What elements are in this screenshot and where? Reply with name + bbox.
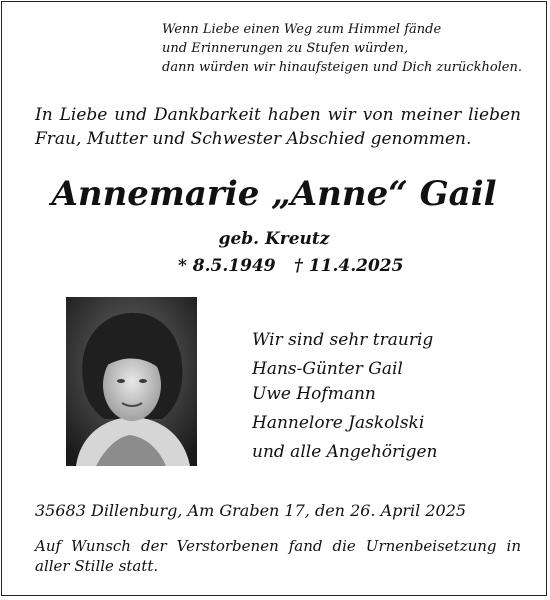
poem-line: Wenn Liebe einen Weg zum Himmel fände bbox=[162, 22, 442, 37]
mourners-list bbox=[252, 328, 437, 465]
mourners-line: Wir sind sehr traurig bbox=[252, 330, 434, 350]
maiden-name: geb. Kreutz bbox=[218, 229, 330, 249]
poem-line: dann würden wir hinaufsteigen und Dich zurückholen. bbox=[162, 60, 523, 75]
intro-text: In Liebe und Dankbarkeit haben wir von meiner lieben Frau, Mutter und Schwester Abschied genommen. bbox=[35, 105, 521, 149]
portrait-image bbox=[66, 297, 197, 466]
burial-note: Auf Wunsch der Verstorbenen fand die Urnenbeisetzung in aller Stille statt. bbox=[35, 537, 521, 575]
deceased-name: Annemarie „Anne“ Gail bbox=[51, 174, 497, 214]
obituary-notice bbox=[1, 1, 547, 596]
portrait-photo bbox=[66, 297, 197, 466]
birth-date: * 8.5.1949 bbox=[178, 256, 276, 276]
poem-line: und Erinnerungen zu Stufen würden, bbox=[162, 41, 409, 56]
mourner-name: Uwe Hofmann bbox=[252, 384, 376, 404]
mourner-name: Hannelore Jaskolski bbox=[252, 413, 425, 433]
mourners-line: und alle Angehörigen bbox=[252, 442, 438, 462]
poem bbox=[162, 20, 522, 77]
place-and-date: 35683 Dillenburg, Am Graben 17, den 26. April 2025 bbox=[35, 501, 467, 520]
mourner-name: Hans-Günter Gail bbox=[252, 359, 403, 379]
death-date: † 11.4.2025 bbox=[294, 256, 404, 276]
